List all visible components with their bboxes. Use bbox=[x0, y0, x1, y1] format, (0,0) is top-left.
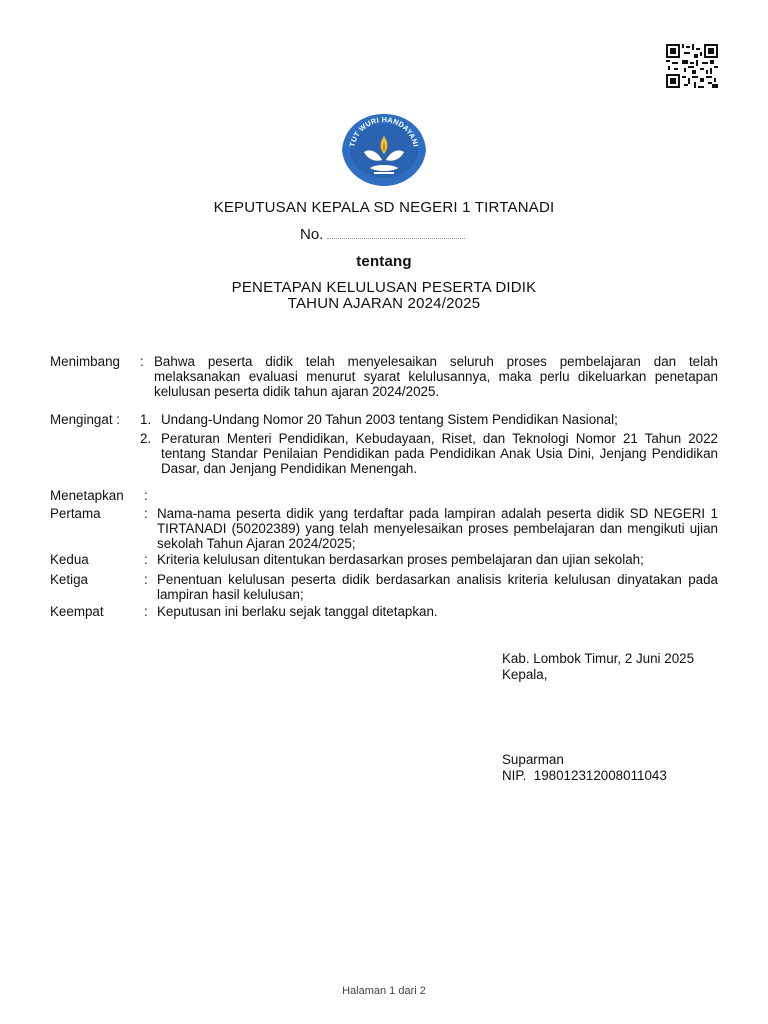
document-title: KEPUTUSAN KEPALA SD NEGERI 1 TIRTANADI bbox=[213, 199, 555, 216]
mengingat-item-2: Peraturan Menteri Pendidikan, Kebudayaan, Riset, dan Teknologi Nomor 21 Tahun 2022 tentang Standar Penilaian Pendidikan pada Pendidikan Anak Usia Dini, Jenjang Pendidikan Dasar, dan Jenjang Pendidikan Menengah. bbox=[161, 431, 718, 476]
pertama-label: Pertama bbox=[50, 506, 101, 521]
menimbang-colon: : bbox=[140, 354, 144, 369]
menimbang-label: Menimbang bbox=[50, 354, 120, 369]
place-date: Kab. Lombok Timur, 2 Juni 2025 bbox=[502, 651, 695, 666]
signer-name: Suparman bbox=[502, 752, 564, 767]
keempat-label: Keempat bbox=[50, 604, 104, 619]
signer-nip: NIP. 198012312008011043 bbox=[502, 768, 667, 783]
mengingat-num-2: 2. bbox=[140, 431, 152, 446]
ketiga-text: Penentuan kelulusan peserta didik berdasarkan analisis kriteria kelulusan dinyatakan pada lampiran hasil kelulusan; bbox=[157, 572, 718, 602]
number-label: No. bbox=[300, 226, 324, 243]
ketiga-label: Ketiga bbox=[50, 572, 88, 587]
signer-position: Kepala, bbox=[502, 667, 548, 682]
ketiga-colon: : bbox=[144, 572, 148, 587]
document-number bbox=[300, 226, 465, 243]
pertama-colon: : bbox=[144, 506, 148, 521]
number-blank bbox=[327, 228, 465, 239]
kedua-label: Kedua bbox=[50, 552, 89, 567]
subject-line-1: PENETAPAN KELULUSAN PESERTA DIDIK bbox=[231, 279, 537, 296]
tentang-heading: tentang bbox=[356, 253, 412, 270]
mengingat-item-1: Undang-Undang Nomor 20 Tahun 2003 tentang Sistem Pendidikan Nasional; bbox=[161, 412, 618, 427]
keempat-colon: : bbox=[144, 604, 148, 619]
menetapkan-colon: : bbox=[144, 488, 148, 503]
mengingat-num-1: 1. bbox=[140, 412, 152, 427]
mengingat-label: Mengingat : bbox=[50, 412, 120, 427]
svg-text:TUT WURI HANDAYANI: TUT WURI HANDAYANI bbox=[347, 114, 421, 148]
menimbang-text: Bahwa peserta didik telah menyelesaikan seluruh proses pembelajaran dan telah melaksanakan evaluasi menurut syarat kelulusannya, maka perlu dikeluarkan penetapan kelulusan peserta didik tahun ajaran 2024/2025. bbox=[154, 354, 718, 399]
menetapkan-label: Menetapkan bbox=[50, 488, 124, 503]
tut-wuri-handayani-logo bbox=[340, 112, 428, 188]
pertama-text: Nama-nama peserta didik yang terdaftar pada lampiran adalah peserta didik SD NEGERI 1 TIRTANADI (50202389) yang telah menyelesaikan proses pembelajaran dan mengikuti ujian sekolah Tahun Ajaran 2024/2025; bbox=[157, 506, 718, 551]
keempat-text: Keputusan ini berlaku sejak tanggal ditetapkan. bbox=[157, 604, 438, 619]
kedua-text: Kriteria kelulusan ditentukan berdasarkan proses pembelajaran dan ujian sekolah; bbox=[157, 552, 644, 567]
qr-code bbox=[666, 44, 718, 88]
page-indicator: Halaman 1 dari 2 bbox=[342, 985, 426, 997]
kedua-colon: : bbox=[144, 552, 148, 567]
subject-line-2: TAHUN AJARAN 2024/2025 bbox=[287, 295, 481, 312]
